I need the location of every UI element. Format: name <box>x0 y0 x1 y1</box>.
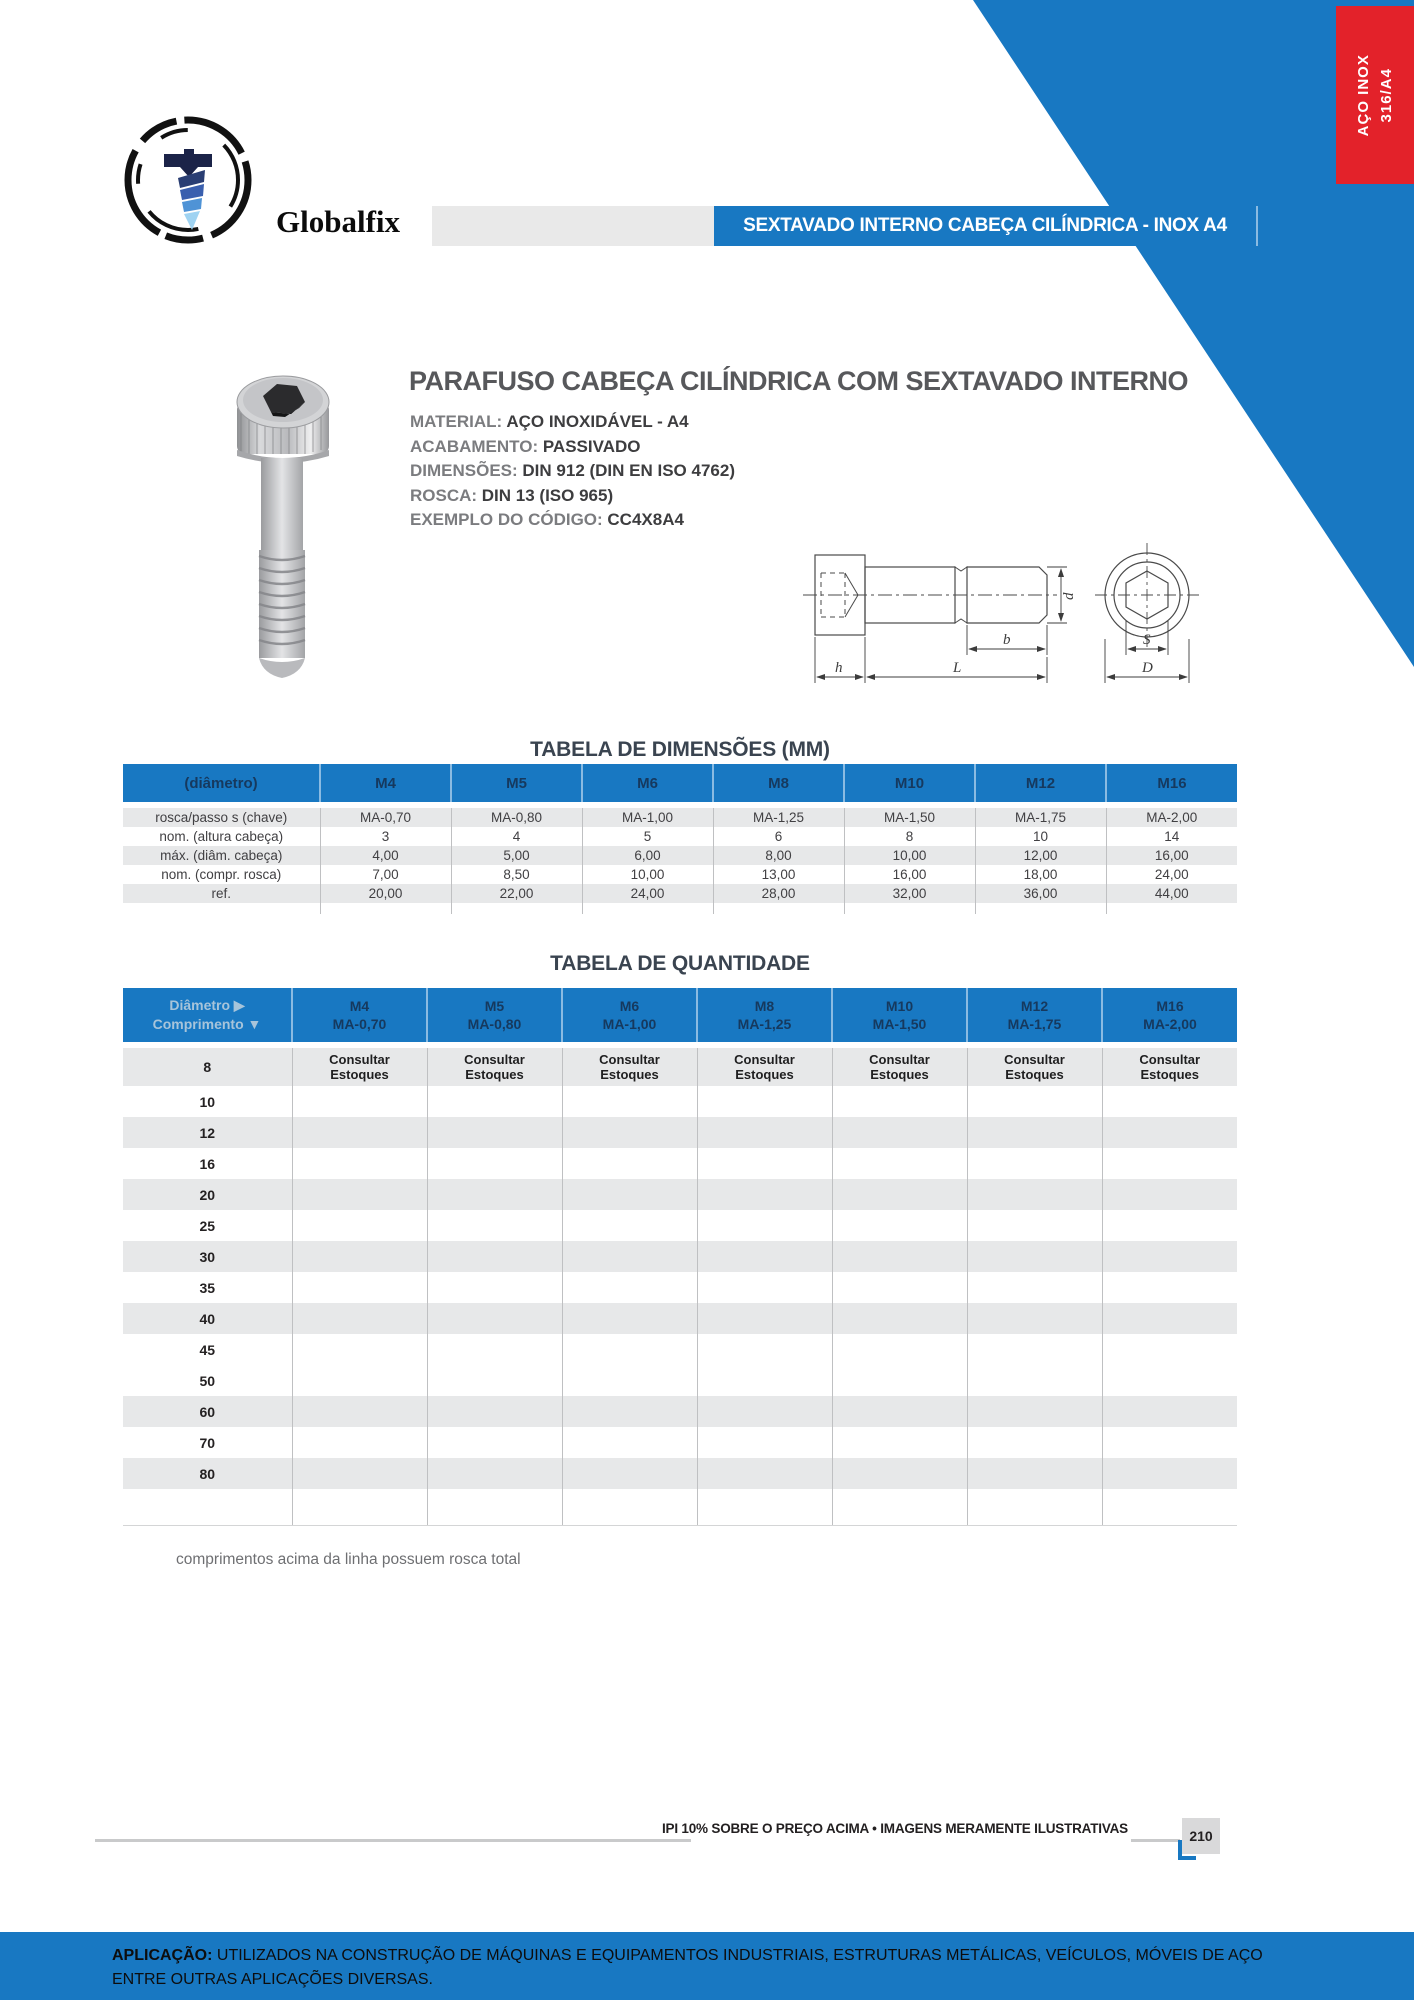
quantity-column-header: M16 MA-2,00 <box>1102 988 1237 1042</box>
dimensions-table-header-row <box>123 764 1237 802</box>
tail-cell <box>844 903 975 914</box>
quantity-cell <box>427 1148 562 1179</box>
dimension-value: MA-0,80 <box>451 808 582 827</box>
dimension-value: 3 <box>320 827 451 846</box>
spec-label: MATERIAL: <box>410 412 507 431</box>
quantity-cell <box>697 1241 832 1272</box>
dimension-row-label: rosca/passo s (chave) <box>123 808 320 827</box>
length-row-label: 50 <box>199 1372 216 1389</box>
tail-cell <box>123 1489 292 1526</box>
stock-cell: Consultar Estoques <box>697 1048 832 1086</box>
length-row-label: 10 <box>199 1093 216 1110</box>
spec-line <box>410 410 735 435</box>
dimensions-table-title: TABELA DE DIMENSÕES (MM) <box>530 738 830 761</box>
quantity-cell <box>697 1117 832 1148</box>
quantity-cell <box>292 1303 427 1334</box>
dimension-value: 14 <box>1106 827 1237 846</box>
dimension-value: 28,00 <box>713 884 844 903</box>
dimension-value: 10,00 <box>582 865 713 884</box>
dimension-value: 4 <box>451 827 582 846</box>
quantity-column-header: M8 MA-1,25 <box>697 988 832 1042</box>
quantity-cell <box>292 1117 427 1148</box>
dimension-value: 18,00 <box>975 865 1106 884</box>
quantity-cell <box>562 1458 697 1489</box>
dim-label-S: S <box>1143 632 1151 648</box>
quantity-table-row <box>123 1048 1237 1086</box>
quantity-cell <box>427 1458 562 1489</box>
quantity-cell <box>427 1241 562 1272</box>
application-text <box>112 1944 1272 1992</box>
dimension-row-label: nom. (altura cabeça) <box>159 829 284 844</box>
tail-cell <box>451 903 582 914</box>
screw-glyph <box>164 149 212 230</box>
tail-cell <box>292 1489 427 1526</box>
page-title-ribbon <box>714 206 1258 246</box>
length-row-label: 30 <box>123 1241 292 1272</box>
length-row-label: 20 <box>123 1179 292 1210</box>
quantity-cell <box>562 1334 697 1365</box>
footer-note: IPI 10% SOBRE O PREÇO ACIMA • IMAGENS MERAMENTE ILUSTRATIVAS <box>661 1821 1128 1836</box>
tail-cell <box>582 903 713 914</box>
dimensions-table-row <box>123 827 1237 846</box>
dimensions-column-header: M6 <box>582 764 713 802</box>
quantity-cell <box>292 1427 427 1458</box>
dimensions-column-header: (diâmetro) <box>123 764 320 802</box>
quantity-cell <box>697 1334 832 1365</box>
dimension-value: 24,00 <box>1106 865 1237 884</box>
dim-label-D: D <box>1142 660 1153 676</box>
quantity-cell <box>967 1241 1102 1272</box>
tab-line2: 316/A4 <box>1378 67 1395 123</box>
dimensions-table <box>123 764 1237 914</box>
quantity-cell <box>1102 1427 1237 1458</box>
stock-cell: Consultar Estoques <box>562 1048 697 1086</box>
quantity-cell <box>292 1148 427 1179</box>
dimension-value: 6 <box>713 827 844 846</box>
tail-cell <box>975 903 1106 914</box>
quantity-table-row <box>123 1365 1237 1396</box>
quantity-table-row <box>123 1210 1237 1241</box>
length-row-label: 80 <box>123 1458 292 1489</box>
technical-drawing <box>795 533 1225 713</box>
dimension-row-label: máx. (diâm. cabeça) <box>123 846 320 865</box>
dimension-value: 12,00 <box>975 846 1106 865</box>
quantity-cell <box>427 1117 562 1148</box>
quantity-cell <box>562 1210 697 1241</box>
quantity-table-tail-row <box>123 1489 1237 1526</box>
quantity-table-row <box>123 1427 1237 1458</box>
quantity-table-row <box>123 1396 1237 1427</box>
tail-cell <box>1106 903 1237 914</box>
dimension-value: 16,00 <box>1106 846 1237 865</box>
dimensions-table-row <box>123 865 1237 884</box>
dimensions-column-header: M5 <box>451 764 582 802</box>
quantity-cell <box>427 1334 562 1365</box>
quantity-cell <box>1102 1086 1237 1117</box>
tail-cell <box>967 1489 1102 1526</box>
dimensions-column-header: M12 <box>975 764 1106 802</box>
quantity-table-row <box>123 1272 1237 1303</box>
quantity-cell <box>427 1210 562 1241</box>
page-title: SEXTAVADO INTERNO CABEÇA CILÍNDRICA - INOX A4 <box>743 215 1227 236</box>
quantity-cell <box>562 1148 697 1179</box>
brand-name: Globalfix <box>276 204 401 239</box>
dimension-value: 5,00 <box>451 846 582 865</box>
quantity-cell <box>967 1210 1102 1241</box>
tail-cell <box>123 903 320 914</box>
tail-cell <box>427 1489 562 1526</box>
quantity-cell <box>967 1427 1102 1458</box>
application-bar <box>0 1932 1414 2000</box>
stock-cell: Consultar Estoques <box>1102 1048 1237 1086</box>
quantity-cell <box>967 1148 1102 1179</box>
quantity-cell <box>292 1365 427 1396</box>
tail-cell <box>832 1489 967 1526</box>
dimensions-table-tail-row <box>123 903 1237 914</box>
dimension-value: 24,00 <box>582 884 713 903</box>
quantity-cell <box>292 1179 427 1210</box>
quantity-cell <box>967 1396 1102 1427</box>
page-number-corner-mark <box>1178 1840 1196 1860</box>
quantity-cell <box>697 1458 832 1489</box>
quantity-cell <box>1102 1303 1237 1334</box>
dimensions-table-row <box>123 846 1237 865</box>
tail-cell <box>713 903 844 914</box>
dimension-value: 16,00 <box>844 865 975 884</box>
dim-label-b: b <box>1003 632 1011 648</box>
spec-value: DIN 912 (DIN EN ISO 4762) <box>522 461 735 481</box>
dimension-value: 22,00 <box>451 884 582 903</box>
footer-rule-left <box>95 1839 691 1842</box>
dimension-value: MA-1,25 <box>713 808 844 827</box>
length-row-label: 60 <box>123 1396 292 1427</box>
quantity-table-row <box>123 1148 1237 1179</box>
quantity-cell <box>562 1241 697 1272</box>
spec-label: DIMENSÕES: <box>410 461 523 481</box>
quantity-cell <box>427 1086 562 1117</box>
dimensions-column-header: M4 <box>320 764 451 802</box>
quantity-cell <box>832 1086 967 1117</box>
tail-cell <box>1102 1489 1237 1526</box>
quantity-cell <box>427 1427 562 1458</box>
spec-value: AÇO INOXIDÁVEL - A4 <box>506 412 689 431</box>
dimension-value: MA-1,50 <box>844 808 975 827</box>
product-photo <box>225 372 340 687</box>
quantity-cell <box>427 1303 562 1334</box>
application-label: APLICAÇÃO: <box>112 1947 213 1964</box>
header-grey-bar <box>432 206 714 246</box>
stock-cell: Consultar Estoques <box>967 1048 1102 1086</box>
globalfix-logo-icon <box>120 112 256 248</box>
quantity-cell <box>427 1272 562 1303</box>
spec-value: DIN 13 (ISO 965) <box>481 485 614 505</box>
quantity-cell <box>562 1427 697 1458</box>
dimension-value: MA-0,70 <box>320 808 451 827</box>
quantity-cell <box>1102 1148 1237 1179</box>
quantity-cell <box>1102 1272 1237 1303</box>
quantity-column-header: M6 MA-1,00 <box>562 988 697 1042</box>
quantity-cell <box>292 1334 427 1365</box>
tail-cell <box>320 903 451 914</box>
quantity-table-row <box>123 1458 1237 1489</box>
quantity-cell <box>832 1427 967 1458</box>
quantity-cell <box>832 1303 967 1334</box>
spec-value: CC4X8A4 <box>607 510 684 530</box>
quantity-cell <box>832 1179 967 1210</box>
quantity-cell <box>562 1179 697 1210</box>
dim-label-h: h <box>835 660 843 676</box>
quantity-table-row <box>123 1303 1237 1334</box>
spec-line <box>410 459 735 484</box>
category-corner-tab <box>1336 6 1414 184</box>
quantity-table-row <box>123 1334 1237 1365</box>
quantity-cell <box>427 1365 562 1396</box>
quantity-cell <box>697 1179 832 1210</box>
quantity-cell <box>292 1458 427 1489</box>
length-row-label: 45 <box>199 1341 216 1358</box>
dimension-value: 20,00 <box>320 884 451 903</box>
length-row-label: 35 <box>199 1279 216 1296</box>
dimension-value: 8,00 <box>713 846 844 865</box>
quantity-cell <box>1102 1396 1237 1427</box>
spec-line <box>410 508 735 533</box>
quantity-cell <box>562 1365 697 1396</box>
quantity-cell <box>292 1086 427 1117</box>
length-row-label: 70 <box>199 1434 216 1451</box>
quantity-cell <box>967 1303 1102 1334</box>
dimension-value: 5 <box>582 827 713 846</box>
quantity-column-header: M10 MA-1,50 <box>832 988 967 1042</box>
quantity-table-title: TABELA DE QUANTIDADE <box>550 952 810 975</box>
quantity-cell <box>697 1272 832 1303</box>
dimension-value: 10,00 <box>844 846 975 865</box>
dimensions-table-row <box>123 884 1237 903</box>
stock-cell: Consultar Estoques <box>427 1048 562 1086</box>
quantity-cell <box>697 1365 832 1396</box>
spec-label: ROSCA: <box>410 485 482 505</box>
quantity-column-header: M12 MA-1,75 <box>967 988 1102 1042</box>
quantity-cell <box>832 1396 967 1427</box>
length-row-label: 16 <box>199 1155 216 1172</box>
dimension-row-label: ref. <box>123 884 320 903</box>
dimension-value: 6,00 <box>582 846 713 865</box>
product-title: PARAFUSO CABEÇA CILÍNDRICA COM SEXTAVADO INTERNO <box>409 366 1188 396</box>
quantity-cell <box>562 1396 697 1427</box>
quantity-cell <box>562 1117 697 1148</box>
quantity-cell <box>562 1272 697 1303</box>
table-footnote: comprimentos acima da linha possuem rosca total <box>176 1551 521 1568</box>
dimension-value: MA-1,75 <box>975 808 1106 827</box>
dimension-value: 10 <box>975 827 1106 846</box>
quantity-cell <box>697 1086 832 1117</box>
length-row-label: 12 <box>123 1117 292 1148</box>
page-number: 210 <box>1182 1818 1220 1854</box>
quantity-corner-header: Diâmetro ▶ Comprimento ▼ <box>123 988 292 1042</box>
dim-label-L: L <box>953 660 962 676</box>
dimension-value: 8,50 <box>451 865 582 884</box>
quantity-cell <box>697 1210 832 1241</box>
quantity-cell <box>697 1148 832 1179</box>
quantity-cell <box>697 1303 832 1334</box>
product-specs <box>410 410 735 533</box>
spec-line <box>410 435 735 460</box>
tab-line1: AÇO INOX <box>1354 53 1372 137</box>
quantity-cell <box>427 1179 562 1210</box>
quantity-cell <box>832 1210 967 1241</box>
quantity-cell <box>427 1396 562 1427</box>
quantity-cell <box>967 1365 1102 1396</box>
dimension-value: 8 <box>844 827 975 846</box>
tail-cell <box>697 1489 832 1526</box>
spec-label: ACABAMENTO: <box>410 436 543 456</box>
quantity-cell <box>832 1241 967 1272</box>
dimensions-column-header: M16 <box>1106 764 1237 802</box>
quantity-cell <box>1102 1117 1237 1148</box>
quantity-cell <box>1102 1365 1237 1396</box>
quantity-table-header-row <box>123 988 1237 1042</box>
spec-value: PASSIVADO <box>542 436 641 456</box>
dimension-value: MA-1,00 <box>582 808 713 827</box>
quantity-cell <box>832 1117 967 1148</box>
quantity-cell <box>1102 1241 1237 1272</box>
spec-line <box>410 484 735 509</box>
quantity-cell <box>832 1365 967 1396</box>
quantity-table <box>123 988 1237 1526</box>
quantity-cell <box>697 1427 832 1458</box>
spec-label: EXEMPLO DO CÓDIGO: <box>410 510 608 530</box>
quantity-cell <box>967 1458 1102 1489</box>
dimension-value: 36,00 <box>975 884 1106 903</box>
quantity-table-row <box>123 1179 1237 1210</box>
quantity-cell <box>292 1396 427 1427</box>
category-tab-label <box>1352 54 1399 136</box>
dimension-value: 32,00 <box>844 884 975 903</box>
quantity-cell <box>967 1272 1102 1303</box>
quantity-cell <box>292 1272 427 1303</box>
quantity-cell <box>292 1210 427 1241</box>
quantity-cell <box>832 1458 967 1489</box>
quantity-cell <box>832 1148 967 1179</box>
dimension-value: 7,00 <box>320 865 451 884</box>
tail-cell <box>562 1489 697 1526</box>
stock-cell: Consultar Estoques <box>832 1048 967 1086</box>
dimension-value: 4,00 <box>320 846 451 865</box>
dimensions-table-row <box>123 808 1237 827</box>
dimension-value: 44,00 <box>1106 884 1237 903</box>
quantity-cell <box>967 1117 1102 1148</box>
quantity-cell <box>1102 1458 1237 1489</box>
length-row-label: 40 <box>123 1303 292 1334</box>
length-row-label: 8 <box>123 1048 292 1086</box>
dimensions-column-header: M10 <box>844 764 975 802</box>
dimension-value: 13,00 <box>713 865 844 884</box>
quantity-cell <box>292 1241 427 1272</box>
quantity-cell <box>1102 1210 1237 1241</box>
quantity-table-row <box>123 1086 1237 1117</box>
quantity-cell <box>967 1179 1102 1210</box>
dimension-value: MA-2,00 <box>1106 808 1237 827</box>
quantity-cell <box>832 1334 967 1365</box>
quantity-cell <box>1102 1334 1237 1365</box>
dim-label-d: d <box>1061 592 1077 600</box>
quantity-cell <box>562 1086 697 1117</box>
quantity-table-row <box>123 1241 1237 1272</box>
length-row-label: 25 <box>199 1217 216 1234</box>
quantity-table-row <box>123 1117 1237 1148</box>
quantity-cell <box>967 1086 1102 1117</box>
application-body: UTILIZADOS NA CONSTRUÇÃO DE MÁQUINAS E EQUIPAMENTOS INDUSTRIAIS, ESTRUTURAS METÁLICAS, VEÍCULOS, MÓVEIS DE AÇO ENTRE OUTRAS APLICAÇÕES DIVERSAS. <box>112 1947 1263 1988</box>
quantity-cell <box>832 1272 967 1303</box>
quantity-cell <box>697 1396 832 1427</box>
quantity-column-header: M4 MA-0,70 <box>292 988 427 1042</box>
quantity-cell <box>967 1334 1102 1365</box>
footer-rule-right <box>1131 1839 1180 1842</box>
stock-cell: Consultar Estoques <box>292 1048 427 1086</box>
dimensions-column-header: M8 <box>713 764 844 802</box>
dimension-row-label: nom. (compr. rosca) <box>161 867 282 882</box>
quantity-cell <box>1102 1179 1237 1210</box>
quantity-column-header: M5 MA-0,80 <box>427 988 562 1042</box>
quantity-cell <box>562 1303 697 1334</box>
